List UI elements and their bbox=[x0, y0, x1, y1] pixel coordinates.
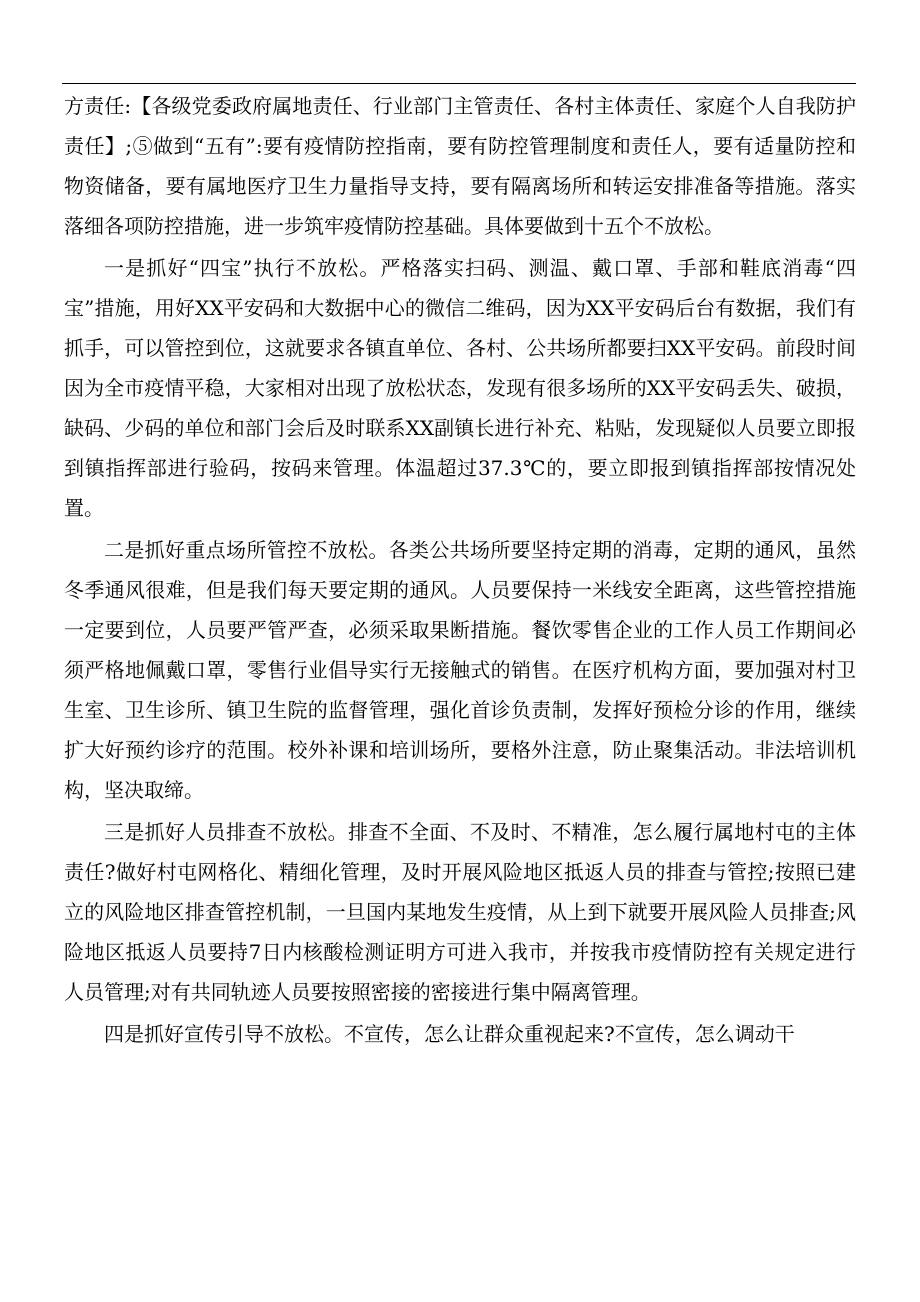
document-body bbox=[64, 86, 856, 1056]
paragraph-item-three: 三是抓好人员排查不放松。排查不全面、不及时、不精准，怎么履行属地村屯的主体责任?做好村屯网格化、精细化管理，及时开展风险地区抵返人员的排查与管控;按照已建立的风险地区排查管控机制，一旦国内某地发生疫情，从上到下就要开展风险人员排查;风险地区抵返人员要持7日内核酸检测证明方可进入我市，并按我市疫情防控有关规定进行人员管理;对有共同轨迹人员要按照密接的密接进行集中隔离管理。 bbox=[64, 820, 856, 1004]
paragraph-continuation: 方责任:【各级党委政府属地责任、行业部门主管责任、各村主体责任、家庭个人自我防护责任】;⑤做到“五有”:要有疫情防控指南，要有防控管理制度和责任人，要有适量防控和物资储备，要有属地医疗卫生力量指导支持，要有隔离场所和转运安排准备等措施。落实落细各项防控措施，进一步筑牢疫情防控基础。具体要做到十五个不放松。 bbox=[64, 94, 856, 238]
paragraph-item-one: 一是抓好“四宝”执行不放松。严格落实扫码、测温、戴口罩、手部和鞋底消毒“四宝”措施，用好XX平安码和大数据中心的微信二维码，因为XX平安码后台有数据，我们有抓手，可以管控到位，这就要求各镇直单位、各村、公共场所都要扫XX平安码。前段时间因为全市疫情平稳，大家相对出现了放松状态，发现有很多场所的XX平安码丢失、破损，缺码、少码的单位和部门会后及时联系XX副镇长进行补充、粘贴，发现疑似人员要立即报到镇指挥部进行验码，按码来管理。体温超过37.3℃的，要立即报到镇指挥部按情况处置。 bbox=[64, 256, 856, 520]
paragraph-item-four: 四是抓好宣传引导不放松。不宣传，怎么让群众重视起来?不宣传，怎么调动干 bbox=[104, 1022, 795, 1046]
header-rule bbox=[62, 83, 856, 84]
paragraph-item-two: 二是抓好重点场所管控不放松。各类公共场所要坚持定期的消毒，定期的通风，虽然冬季通风很难，但是我们每天要定期的通风。人员要保持一米线安全距离，这些管控措施一定要到位，人员要严管严查，必须采取果断措施。餐饮零售企业的工作人员工作期间必须严格地佩戴口罩，零售行业倡导实行无接触式的销售。在医疗机构方面，要加强对村卫生室、卫生诊所、镇卫生院的监督管理，强化首诊负责制，发挥好预检分诊的作用，继续扩大好预约诊疗的范围。校外补课和培训场所，要格外注意，防止聚集活动。非法培训机构，坚决取缔。 bbox=[64, 538, 856, 802]
